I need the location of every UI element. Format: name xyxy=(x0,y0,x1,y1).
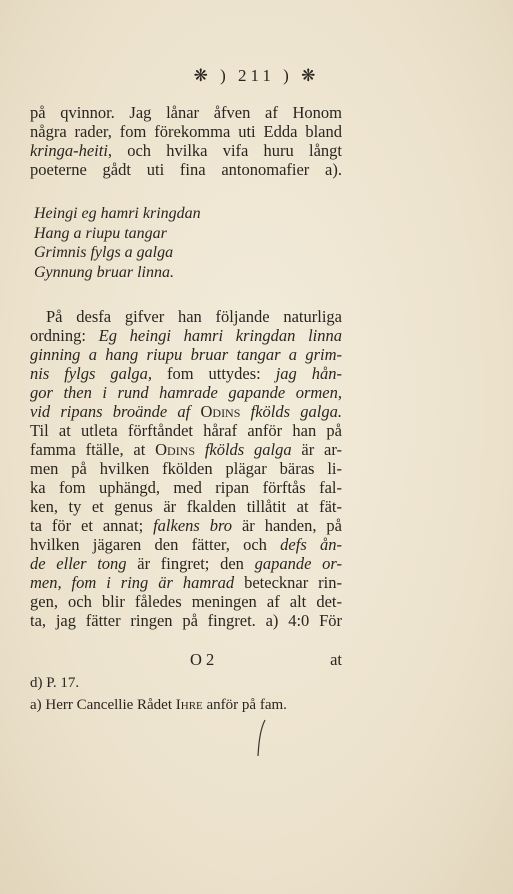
text-run-italic: men, fom i ring är hamrad xyxy=(30,573,235,592)
footnote-a xyxy=(30,694,287,716)
page-header: ❋ ) 211 ) ❋ xyxy=(193,66,320,85)
verse-line: Heingi eg hamri kringdan xyxy=(34,205,201,222)
term-italic: kringa-heiti xyxy=(30,141,108,160)
text-line xyxy=(30,554,342,573)
text-line xyxy=(30,516,342,535)
text-run: hvilken jägaren den fätter, och xyxy=(30,535,281,554)
text-run-italic: nis fylgs galga, xyxy=(30,364,153,383)
text-line: ginning a hang riupu bruar tangar a grim- xyxy=(30,345,342,364)
text-run: är ar- xyxy=(291,440,342,459)
text-line: ta, jag fätter ringen på fingret. a) 4:0 För xyxy=(30,611,342,630)
verse-line: Grimnis fylgs a galga xyxy=(34,244,174,261)
footnote-d: d) P. 17. xyxy=(30,675,80,691)
catchword: at xyxy=(330,650,342,669)
text-line: på qvinnor. Jag lånar åfven af Honom xyxy=(30,103,342,122)
text-run: ta för et annat; xyxy=(30,516,154,535)
text-run-italic: falkens bro xyxy=(153,516,233,535)
name-smallcaps: Ihre xyxy=(175,697,203,713)
footnotes xyxy=(30,672,287,716)
verse-block xyxy=(34,204,201,282)
text-line: På desfa gifver han följande naturliga xyxy=(46,307,342,326)
text-run: är fingret; den xyxy=(126,554,255,573)
signature-mark: O 2 xyxy=(190,650,215,669)
name-smallcaps: Odins xyxy=(200,402,241,421)
text-run-italic: Eg heingi hamri kringdan linna xyxy=(98,326,342,345)
text-line xyxy=(30,573,342,592)
text-line: ka fom uphängd, med ripan förftås fal- xyxy=(30,478,342,497)
text-line: men på hvilken fkölden plägar bäras li- xyxy=(30,459,342,478)
text-run: anför på fam. xyxy=(202,697,287,713)
text-line: poeterne gådt uti fina antonomafier a). xyxy=(30,160,342,179)
text-run-italic: fkölds galga xyxy=(195,440,292,459)
text-run: fom uttydes: xyxy=(152,364,276,383)
text-line xyxy=(30,535,342,554)
verse-line: Hang a riupu tangar xyxy=(34,224,167,242)
text-line xyxy=(30,364,342,383)
text-run: , och hvilka vifa huru långt xyxy=(107,141,342,160)
text-line xyxy=(30,326,342,345)
ink-mark xyxy=(255,718,269,758)
text-run: a) Herr Cancellie Rådet xyxy=(30,697,176,713)
name-smallcaps: Odins xyxy=(155,440,196,459)
text-run-italic: de eller tong xyxy=(30,554,127,573)
text-line xyxy=(30,440,342,459)
text-run: är handen, på xyxy=(232,516,343,535)
text-line: några rader, fom förekomma uti Edda bland xyxy=(30,122,342,141)
text-line xyxy=(30,141,342,160)
verse-line: Gynnung bruar linna. xyxy=(34,263,174,281)
text-run: ordning: xyxy=(30,326,99,345)
text-run-italic: jag hån- xyxy=(275,364,342,383)
text-line: gor then i rund hamrade gapande ormen, xyxy=(30,383,342,402)
text-run-italic: gapande or- xyxy=(254,554,342,573)
text-run-italic: fkölds galga. xyxy=(240,402,342,421)
text-run-italic: vid ripans broände af xyxy=(30,402,201,421)
text-run-italic: defs ån- xyxy=(280,535,342,554)
text-line xyxy=(30,402,342,421)
text-line: Til at utleta förftåndet håraf anför han på xyxy=(30,421,342,440)
paragraph-1 xyxy=(30,103,342,179)
text-line: ken, ty et genus är fkalden tillåtit at fät- xyxy=(30,497,342,516)
text-line: gen, och blir fåledes meningen af alt det- xyxy=(30,592,342,611)
text-run: betecknar rin- xyxy=(234,573,342,592)
paragraph-2 xyxy=(30,307,342,630)
text-run: famma ftälle, at xyxy=(30,440,156,459)
